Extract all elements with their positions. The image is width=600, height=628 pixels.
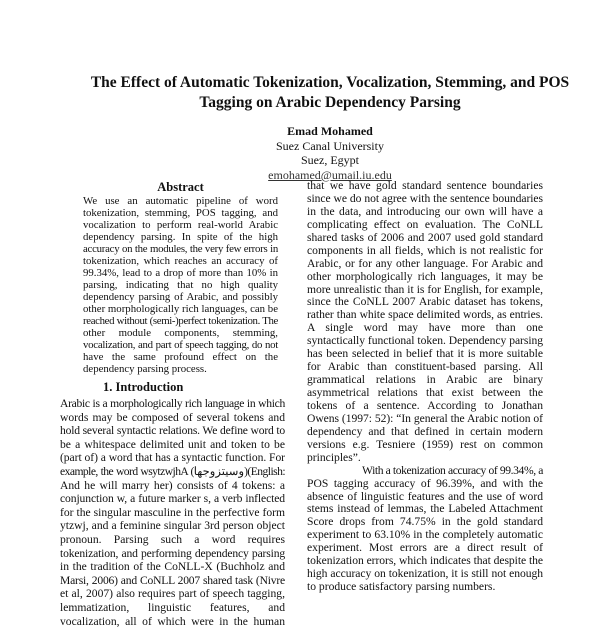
text-line: principles”. (307, 452, 543, 465)
text-line: Owens (1997: 52): “In general the Arabic notion of (307, 413, 543, 426)
text-line: dependency parsing process. (83, 363, 278, 375)
text-line: asymmetrical relations that exist between the (307, 387, 543, 400)
text-line: rather than white space delimited words, as entries. (307, 309, 543, 322)
text-line: shared tasks of 2006 and 2007 used gold standard (307, 232, 543, 245)
text-line: be a whitespace delimited unit and token to be (60, 438, 285, 452)
text-line: vocalization to perform real-world Arabic (83, 219, 278, 231)
text-line: to produce satisfactory parsing numbers. (307, 581, 543, 594)
text-line: (part of) a word that has a syntactic function. For (60, 451, 285, 465)
author-affiliation: Suez Canal University (40, 139, 600, 154)
text-line: conjunction w, a future marker s, a verb inflected (60, 492, 285, 506)
text-line: tokenization, stemming, POS tagging, and (83, 207, 278, 219)
abstract-heading: Abstract (83, 180, 278, 194)
text-line: 99.34%, lead to a drop of more than 10% in (83, 267, 278, 279)
text-line: since the CoNLL 2007 Arabic dataset has tokens, (307, 296, 543, 309)
text-line: example, the word wsytzwjhA (وسيتزوجها)(English: (60, 465, 285, 479)
text-line: stems instead of lemmas, the Labeled Attachment (307, 503, 543, 516)
author-location: Suez, Egypt (40, 153, 600, 168)
text-line: other morphologically rich languages, it may be (307, 271, 543, 284)
author-name: Emad Mohamed (40, 124, 600, 139)
text-line: syntactically functional token. Dependency parsing (307, 335, 543, 348)
text-line: versions e.g. Tesniere (1959) rest on common (307, 439, 543, 452)
text-line: dependency parsing. In spite of the high (83, 231, 278, 243)
text-line: more unrealistic than it is for English, for example, (307, 284, 543, 297)
text-line: Score drops from 74.75% in the gold standard (307, 516, 543, 529)
text-line: complicating effect on evaluation. The CoNLL (307, 219, 543, 232)
text-line: tokens of a sentence. According to Jonathan (307, 400, 543, 413)
text-line: A single word may have more than one (307, 322, 543, 335)
text-line: experiment to 63.10% in the completely automatic (307, 529, 543, 542)
text-line: Arabic, or for any other language. For Arabic and (307, 258, 543, 271)
introduction-body (60, 397, 285, 628)
text-line: Arabic is a morphologically rich language in which (60, 397, 285, 411)
text-line: lemmatization, linguistic features, and (60, 601, 285, 615)
abstract-body (83, 195, 278, 375)
text-line: in the tradition of the CoNLL-X (Buchholz and (60, 560, 285, 574)
text-line: absence of linguistic features and the use of word (307, 491, 543, 504)
author-email-link[interactable]: emohamed@umail.iu.edu (40, 168, 600, 183)
text-line: Marsi, 2006) and CoNLL 2007 shared task (Nivre (60, 574, 285, 588)
text-line: that we have gold standard sentence boundaries (307, 180, 543, 193)
text-line: We use an automatic pipeline of word (83, 195, 278, 207)
text-line: tokenization errors, which indicates that despite the (307, 555, 543, 568)
text-line: dependency and that defined in certain modern (307, 426, 543, 439)
introduction-heading: 1. Introduction (103, 380, 183, 394)
text-line: since we do not agree with the sentence boundaries (307, 193, 543, 206)
text-line: ytzwj, and a feminine singular 3rd person object (60, 519, 285, 533)
text-line: have the same profound effect on the (83, 351, 278, 363)
text-line: vocalization, and part of speech tagging, do not (83, 339, 278, 351)
text-line: With a tokenization accuracy of 99.34%, a (307, 465, 543, 478)
title-line-2: Tagging on Arabic Dependency Parsing (40, 93, 600, 113)
text-line: parsing, indicating that no high quality (83, 279, 278, 291)
text-line: experiment. Most errors are a direct result of (307, 542, 543, 555)
title-line-1: The Effect of Automatic Tokenization, Vocalization, Stemming, and POS (40, 73, 600, 93)
right-column-body (307, 180, 543, 594)
text-line: for Arabic than constituent-based parsing. All (307, 361, 543, 374)
text-line: tokenization, which reaches an accuracy of (83, 255, 278, 267)
text-line: words may be composed of several tokens and (60, 411, 285, 425)
text-line: has been selected in belief that it is more suitable (307, 348, 543, 361)
text-line: components in all fields, which is not realistic for (307, 245, 543, 258)
text-line: et al, 2007) also requires part of speech tagging, (60, 587, 285, 601)
text-line: dependency parsing of Arabic, and possibly (83, 291, 278, 303)
paper-title (40, 73, 600, 113)
text-line: vocalization, all of which were in the human (60, 615, 285, 628)
text-line: grammatical relations in Arabic are binary (307, 374, 543, 387)
text-line: POS tagging accuracy of 96.39%, and with the (307, 478, 543, 491)
author-block (40, 124, 600, 182)
text-line: tokenization, and performing dependency parsing (60, 547, 285, 561)
text-line: in the data, and introducing our own will have a (307, 206, 543, 219)
text-line: And he will marry her) consists of 4 tokens: a (60, 479, 285, 493)
text-line: reached without (semi-)perfect tokenization. The (83, 315, 278, 327)
text-line: hold several syntactic relations. We define word to (60, 424, 285, 438)
text-line: accuracy on the modules, the very few errors in (83, 243, 278, 255)
text-line: other morphologically rich languages, can be (83, 303, 278, 315)
text-line: other module components, stemming, (83, 327, 278, 339)
text-line: high accuracy on tokenization, it is still not enough (307, 568, 543, 581)
text-line: for the singular masculine in the perfective form (60, 506, 285, 520)
text-line: pronoun. Parsing such a word requires (60, 533, 285, 547)
